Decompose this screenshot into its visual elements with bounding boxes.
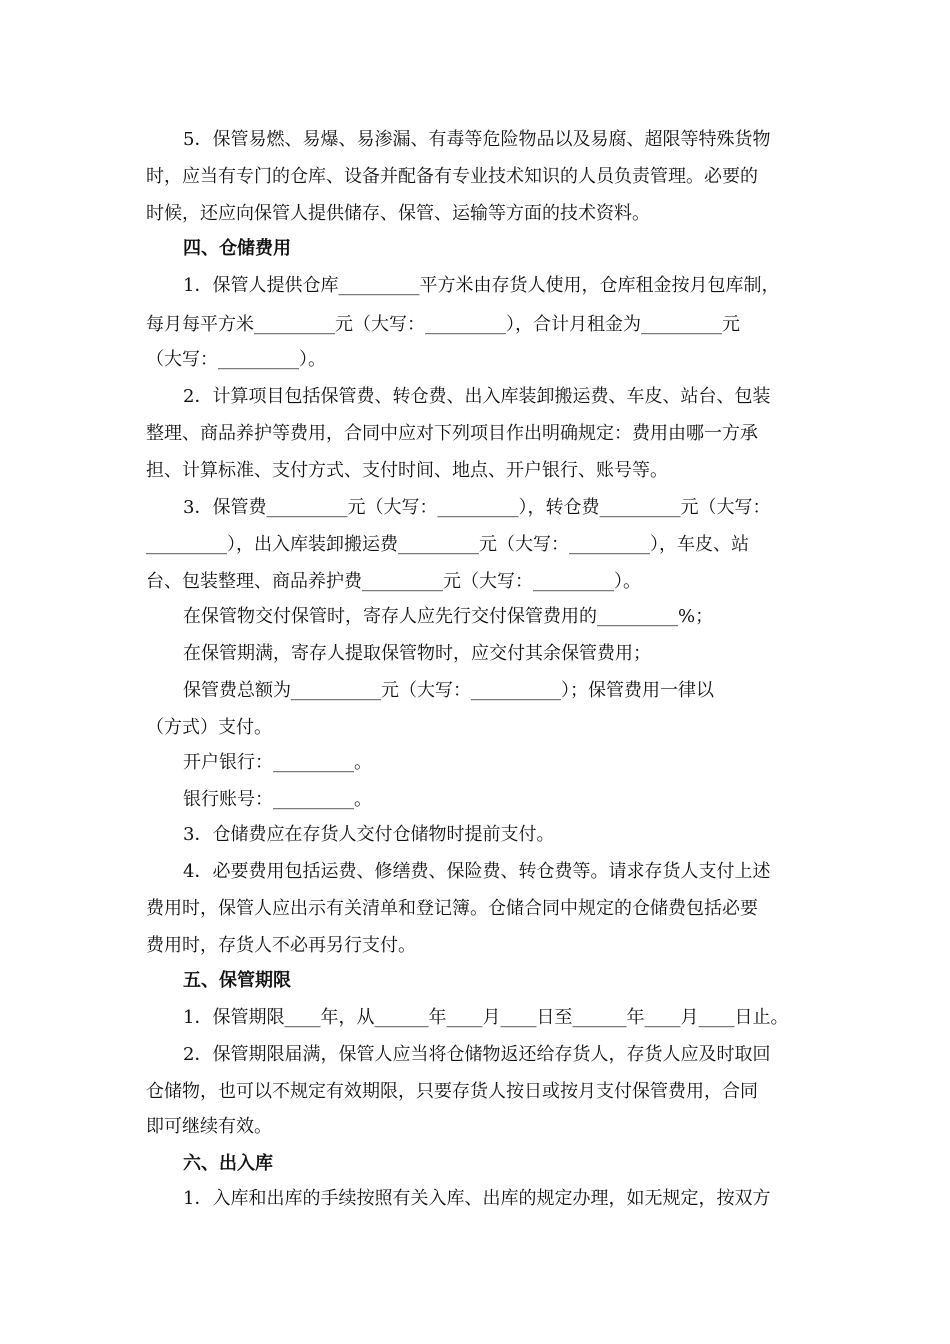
text-line: 即可继续有效。	[146, 1116, 272, 1137]
text-line: 3．保管费_________元（大写：_________），转仓费_________元（大写：	[183, 497, 771, 518]
text-line: 5．保管易燃、易爆、易渗漏、有毒等危险物品以及易腐、超限等特殊货物	[183, 129, 771, 150]
text-line: 银行账号：_________。	[183, 789, 372, 810]
text-line: 时候，还应向保管人提供储存、保管、运输等方面的技术资料。	[146, 203, 650, 224]
text-line: 保管费总额为__________元（大写：__________）；保管费用一律以	[183, 680, 714, 701]
text-line: 费用时，保管人应出示有关清单和登记簿。仓储合同中规定的仓储费包括必要	[146, 898, 758, 919]
text-line: 4．必要费用包括运费、修缮费、保险费、转仓费等。请求存货人支付上述	[183, 861, 771, 882]
text-line: 台、包装整理、商品养护费_________元（大写：_________）。	[146, 571, 641, 592]
section-heading: 五、保管期限	[183, 970, 291, 991]
text-line: 3．仓储费应在存货人交付仓储物时提前支付。	[183, 824, 555, 845]
text-line: 1．保管人提供仓库_________平方米由存货人使用，仓库租金按月包库制，	[183, 275, 780, 296]
text-line: _________），出入库装卸搬运费_________元（大写：_________），车皮、站	[146, 534, 749, 555]
text-line: 在保管期满，寄存人提取保管物时，应交付其余保管费用；	[183, 643, 651, 664]
text-line: 2．计算项目包括保管费、转仓费、出入库装卸搬运费、车皮、站台、包装	[183, 386, 771, 407]
text-line: 1．入库和出库的手续按照有关入库、出库的规定办理，如无规定，按双方	[183, 1188, 771, 1209]
text-line: 担、计算标准、支付方式、支付时间、地点、开户银行、账号等。	[146, 460, 668, 481]
text-line: 费用时，存货人不必再另行支付。	[146, 935, 416, 956]
text-line: 整理、商品养护等费用，合同中应对下列项目作出明确规定：费用由哪一方承	[146, 423, 758, 444]
text-line: 1．保管期限____年，从______年____月____日至______年____月____日止。	[183, 1007, 789, 1028]
text-line: （方式）支付。	[146, 717, 272, 738]
section-heading: 四、仓储费用	[183, 238, 291, 259]
section-heading: 六、出入库	[183, 1153, 273, 1174]
text-line: 时，应当有专门的仓库、设备并配备有专业技术知识的人员负责管理。必要的	[146, 166, 758, 187]
text-line: （大写：_________）。	[146, 349, 326, 370]
text-line: 每月每平方米_________元（大写：_________），合计月租金为_________元	[146, 314, 740, 335]
text-line: 在保管物交付保管时，寄存人应先行交付保管费用的_________%；	[183, 606, 714, 627]
text-line: 仓储物，也可以不规定有效期限，只要存货人按日或按月支付保管费用，合同	[146, 1081, 758, 1102]
text-line: 开户银行：_________。	[183, 752, 372, 773]
text-line: 2．保管期限届满，保管人应当将仓储物返还给存货人，存货人应及时取回	[183, 1044, 771, 1065]
